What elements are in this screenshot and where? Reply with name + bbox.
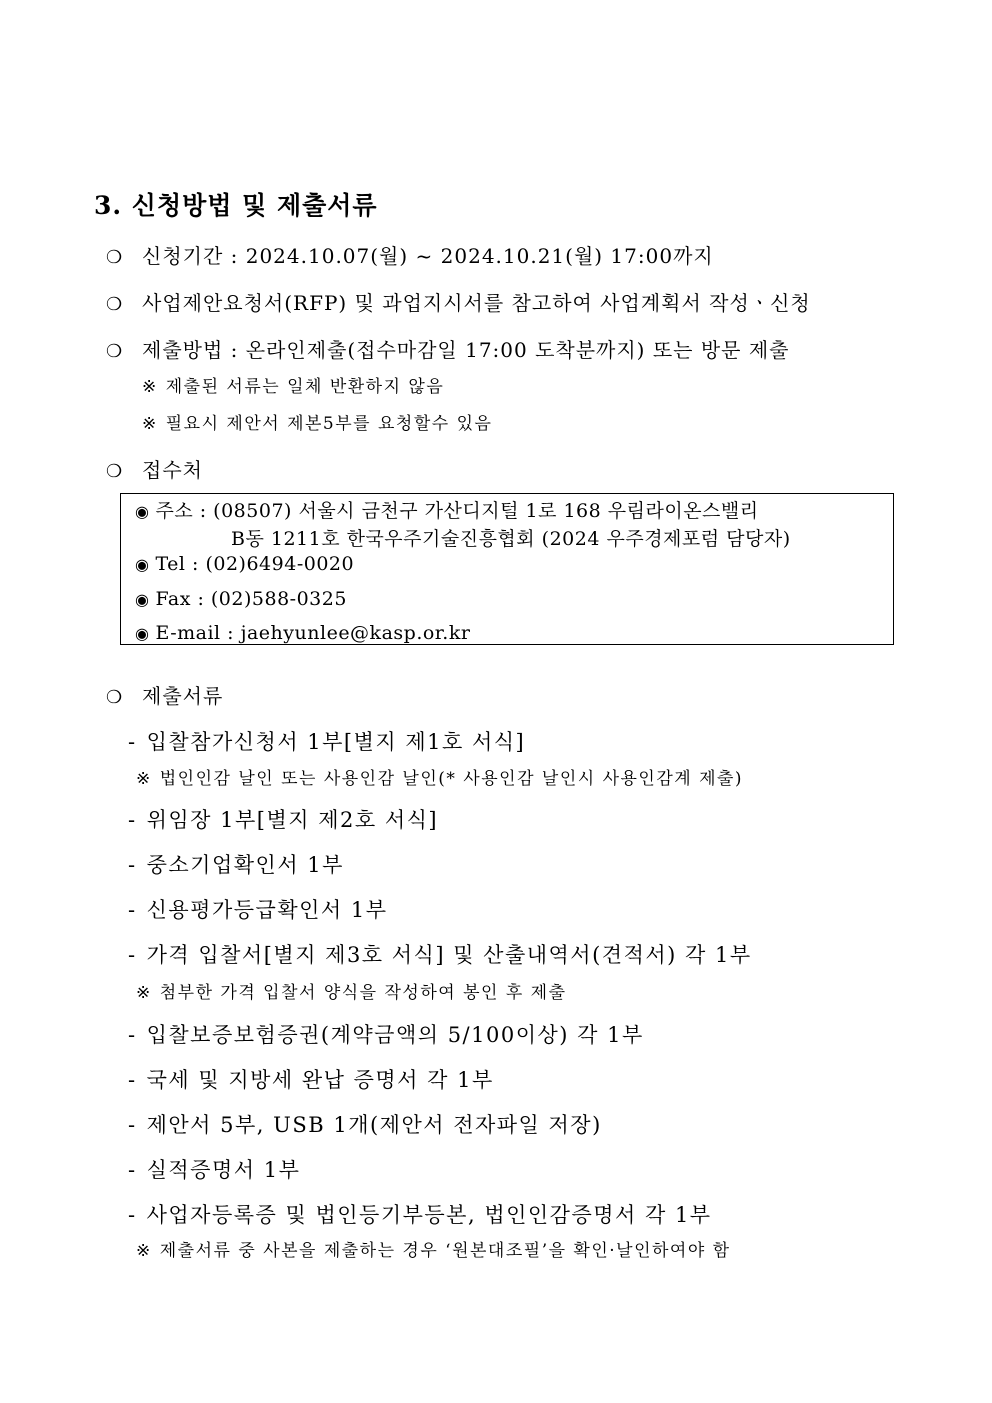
submission-note: ※ 필요시 제안서 제본5부를 요청할수 있음: [142, 414, 493, 434]
document-item: - 신용평가등급확인서 1부: [128, 898, 388, 922]
bullseye-icon: ◉: [135, 502, 150, 521]
document-item: - 입찰참가신청서 1부[별지 제1호 서식]: [128, 730, 526, 754]
fax-line: ◉ Fax : (02)588-0325: [135, 588, 347, 610]
document-item: - 사업자등록증 및 법인등기부등본, 법인인감증명서 각 1부: [128, 1203, 712, 1227]
circle-bullet-icon: ❍: [106, 461, 124, 482]
tel-line: ◉ Tel : (02)6494-0020: [135, 553, 355, 575]
email-line: ◉ E-mail : jaehyunlee@kasp.or.kr: [135, 622, 471, 644]
reference-mark-icon: ※: [142, 377, 158, 397]
document-item: - 제안서 5부, USB 1개(제안서 전자파일 저장): [128, 1113, 602, 1137]
document-note: ※ 제출서류 중 사본을 제출하는 경우 ‘원본대조필’을 확인·날인하여야 함: [136, 1241, 731, 1261]
reference-mark-icon: ※: [136, 1241, 152, 1261]
document-note: ※ 첨부한 가격 입찰서 양식을 작성하여 봉인 후 제출: [136, 983, 567, 1003]
bullseye-icon: ◉: [135, 590, 150, 609]
address-line: ◉ 주소 : (08507) 서울시 금천구 가산디지털 1로 168 우림라이온스밸리: [135, 500, 759, 522]
circle-bullet-icon: ❍: [106, 247, 124, 268]
document-item: - 국세 및 지방세 완납 증명서 각 1부: [128, 1068, 494, 1092]
reception-heading: ❍ 접수처: [106, 458, 203, 482]
document-note: ※ 법인인감 날인 또는 사용인감 날인(* 사용인감 날인시 사용인감계 제출): [136, 769, 744, 789]
circle-bullet-icon: ❍: [106, 294, 124, 315]
document-item: - 가격 입찰서[별지 제3호 서식] 및 산출내역서(견적서) 각 1부: [128, 943, 752, 967]
documents-heading: ❍ 제출서류: [106, 684, 224, 708]
circle-bullet-icon: ❍: [106, 341, 124, 362]
document-item: - 중소기업확인서 1부: [128, 853, 344, 877]
submission-note: ※ 제출된 서류는 일체 반환하지 않음: [142, 377, 445, 397]
document-item: - 입찰보증보험증권(계약금액의 5/100이상) 각 1부: [128, 1023, 644, 1047]
bullseye-icon: ◉: [135, 624, 150, 643]
document-item: - 위임장 1부[별지 제2호 서식]: [128, 808, 439, 832]
reference-mark-icon: ※: [136, 769, 152, 789]
address-line-2: B동 1211호 한국우주기술진흥협회 (2024 우주경제포럼 담당자): [231, 528, 791, 550]
reference-mark-icon: ※: [136, 983, 152, 1003]
circle-bullet-icon: ❍: [106, 687, 124, 708]
submission-method: ❍ 제출방법 : 온라인제출(접수마감일 17:00 도착분까지) 또는 방문 제출: [106, 338, 790, 362]
reception-info-box: [120, 493, 894, 645]
application-period: ❍ 신청기간 : 2024.10.07(월) ~ 2024.10.21(월) 17:00까지: [106, 244, 714, 268]
document-item: - 실적증명서 1부: [128, 1158, 301, 1182]
reference-mark-icon: ※: [142, 414, 158, 434]
section-title: 3. 신청방법 및 제출서류: [94, 191, 378, 220]
bullseye-icon: ◉: [135, 555, 150, 574]
application-method: ❍ 사업제안요청서(RFP) 및 과업지시서를 참고하여 사업계획서 작성ㆍ신청: [106, 291, 811, 315]
